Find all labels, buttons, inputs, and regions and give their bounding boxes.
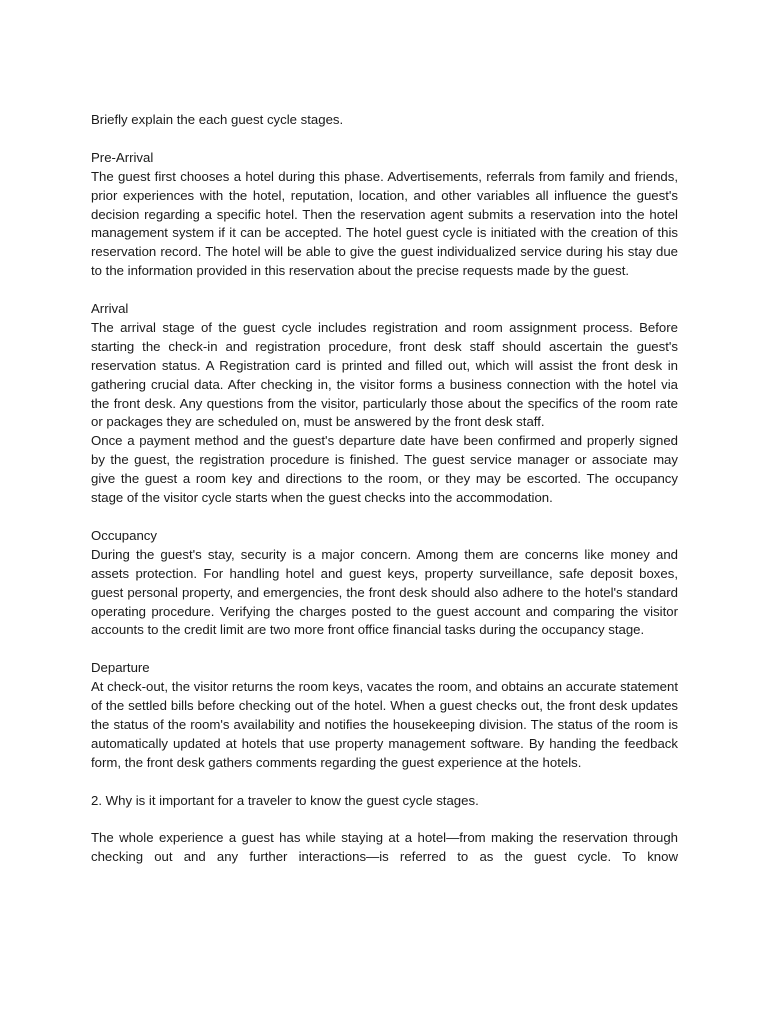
paragraph-gap (91, 130, 678, 149)
intro-question: Briefly explain the each guest cycle stages. (91, 112, 344, 127)
answer-2-paragraph: The whole experience a guest has while staying at a hotel—from making the reservation through checking out and any further interactions—is referred to as the guest cycle. To know (91, 830, 678, 865)
section-heading-occupancy: Occupancy (91, 527, 157, 543)
paragraph-gap (91, 281, 678, 300)
section-heading-arrival: Arrival (91, 301, 129, 317)
section-paragraph: At check-out, the visitor returns the room keys, vacates the room, and obtains an accurate statement of the settled bills before checking out of the hotel. When a guest checks out, the front desk updates the status of the room's availability and notifies the housekeeping division. The status of the room is automatically updated at hotels that use property management software. By handing the feedback form, the front desk gathers comments regarding the guest experience at the hotels. (91, 679, 678, 770)
paragraph-gap (91, 810, 678, 829)
section-paragraph: Once a payment method and the guest's departure date have been confirmed and properly signed by the guest, the registration procedure is finished. The guest service manager or associate may give the guest a room key and directions to the room, or they may be escorted. The occupancy stage of the visitor cycle starts when the guest checks into the accommodation. (91, 433, 678, 506)
section-paragraph: During the guest's stay, security is a major concern. Among them are concerns like money and assets protection. For handling hotel and guest keys, property surveillance, safe deposit boxes, guest personal property, and emergencies, the front desk should also adhere to the hotel's standard operating procedure. Verifying the charges posted to the guest account and comparing the visitor accounts to the credit limit are two more front office financial tasks during the occupancy stage. (91, 546, 678, 638)
question-2: 2. Why is it important for a traveler to know the guest cycle stages. (91, 792, 479, 808)
document-body (91, 111, 678, 867)
section-paragraph: The guest first chooses a hotel during this phase. Advertisements, referrals from family and friends, prior experiences with the hotel, reputation, location, and other variables all influence the guest's decision regarding a specific hotel. Then the reservation agent submits a reservation into the hotel management system if it can be accepted. The hotel guest cycle is initiated with the creation of this reservation record. The hotel will be able to give the guest individualized service during his stay due to the information provided in this reservation about the precise requests made by the guest. (91, 168, 678, 279)
paragraph-gap (91, 773, 678, 792)
paragraph-gap (91, 640, 678, 659)
paragraph-gap (91, 508, 678, 527)
section-heading-pre-arrival: Pre-Arrival (91, 149, 154, 165)
section-paragraph: The arrival stage of the guest cycle includes registration and room assignment process. Before starting the check-in and registration procedure, front desk staff should ascertain the guest's reservation status. A Registration card is printed and filled out, which will assist the front desk in gathering crucial data. After checking in, the visitor forms a business connection with the hotel via the front desk. Any questions from the visitor, particularly those about the specifics of the room rate or packages they are scheduled on, must be answered by the front desk staff. (91, 319, 678, 430)
section-heading-departure: Departure (91, 660, 150, 676)
